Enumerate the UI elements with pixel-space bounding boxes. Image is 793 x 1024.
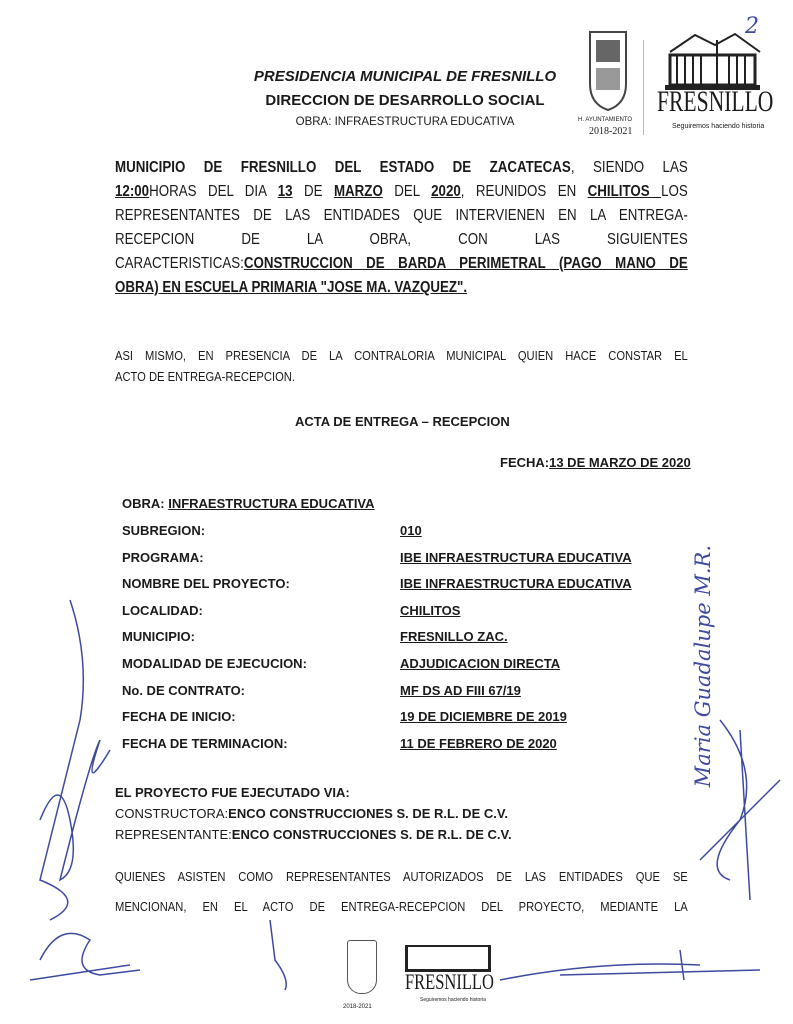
field-label: MODALIDAD DE EJECUCION: — [122, 656, 307, 671]
text: ACTO DE ENTREGA-RECEPCION. — [115, 369, 295, 384]
footer-fresnillo-logo — [405, 945, 491, 972]
contraloria-paragraph — [115, 345, 688, 387]
footer-seal-logo — [347, 940, 377, 994]
day: 13 — [277, 183, 293, 200]
seal-years: 2018-2021 — [589, 126, 633, 137]
header-line1: PRESIDENCIA MUNICIPAL DE FRESNILLO — [253, 68, 557, 85]
text: DE — [292, 183, 334, 200]
field-value: IBE INFRAESTRUCTURA EDUCATIVA — [400, 576, 632, 592]
brand-name: FRESNILLO — [657, 85, 774, 118]
field-value: FRESNILLO ZAC. — [400, 629, 508, 645]
text: QUIENES ASISTEN COMO REPRESENTANTES AUTORIZADOS DE LAS ENTIDADES QUE SE — [115, 869, 688, 884]
text: ASI MISMO, EN PRESENCIA DE LA CONTRALORIA MUNICIPAL QUIEN HACE CONSTAR EL — [115, 348, 688, 363]
field-label: SUBREGION: — [122, 523, 206, 538]
text: LOS — [661, 183, 688, 200]
text: MENCIONAN, EN EL ACTO DE ENTREGA-RECEPCION DEL PROYECTO, MEDIANTE LA — [115, 899, 688, 914]
field-label: LOCALIDAD: — [122, 602, 203, 618]
year: 2020 — [431, 183, 461, 200]
field-value: MF DS AD FIII 67/19 — [400, 682, 521, 698]
field-value: IBE INFRAESTRUCTURA EDUCATIVA — [400, 549, 632, 565]
footer-slogan: Seguiremos haciendo historia — [420, 997, 486, 1003]
slogan: Seguiremos haciendo historia — [672, 123, 765, 130]
fecha-value: 13 DE MARZO DE 2020 — [549, 455, 691, 470]
field-value: 11 DE FEBRERO DE 2020 — [400, 735, 557, 751]
signature-bottom-right — [500, 950, 760, 980]
fecha — [500, 455, 691, 470]
label: CONSTRUCTORA: — [115, 806, 229, 821]
ejecutado-title: EL PROYECTO FUE EJECUTADO VIA: — [115, 785, 350, 800]
footer-seal-years: 2018-2021 — [343, 1004, 372, 1010]
text: , REUNIDOS EN — [460, 183, 588, 200]
text: HORAS DEL DIA — [149, 183, 278, 200]
constructora-value: ENCO CONSTRUCCIONES S. DE R.L. DE C.V. — [228, 806, 508, 821]
field-label: NOMBRE DEL PROYECTO: — [122, 576, 290, 592]
municipality-text: MUNICIPIO DE FRESNILLO DEL ESTADO DE ZACATECAS — [115, 159, 571, 176]
field-value: CHILITOS — [400, 602, 461, 618]
seal-caption: H. AYUNTAMIENTO — [578, 117, 633, 123]
project-description: CONSTRUCCION DE BARDA PERIMETRAL (PAGO MANO DE — [243, 255, 688, 272]
month: MARZO — [333, 183, 383, 200]
text: , SIENDO LAS — [570, 159, 688, 176]
signature-bottom-center — [270, 920, 286, 990]
field-label: MUNICIPIO: — [122, 629, 195, 645]
field-label: FECHA DE INICIO: — [122, 709, 236, 725]
obra-value: INFRAESTRUCTURA EDUCATIVA — [168, 496, 375, 511]
signature-right — [700, 720, 780, 900]
hour: 12:00 — [115, 183, 150, 200]
obra — [122, 496, 375, 511]
acta-title: ACTA DE ENTREGA – RECEPCION — [295, 414, 510, 429]
label: REPRESENTANTE: — [115, 827, 232, 842]
representante-value: ENCO CONSTRUCCIONES S. DE R.L. DE C.V. — [231, 827, 512, 842]
text: CARACTERISTICAS: — [115, 255, 244, 272]
footer-brand: FRESNILLO — [405, 969, 494, 994]
field-value: 19 DE DICIEMBRE DE 2019 — [400, 709, 567, 725]
obra-label: OBRA: — [122, 496, 169, 511]
handwritten-page-number: 2 — [745, 14, 759, 39]
field-value: 010 — [400, 523, 422, 538]
signatures — [0, 580, 793, 1024]
handwritten-name: Maria Guadalupe M.R. — [691, 545, 715, 788]
field-label: FECHA DE TERMINACION: — [122, 735, 288, 751]
header-line2: DIRECCION DE DESARROLLO SOCIAL — [265, 92, 545, 109]
place: CHILITOS — [587, 183, 662, 200]
intro-paragraph — [115, 156, 688, 300]
field-label: No. DE CONTRATO: — [122, 682, 246, 698]
signature-left-2 — [40, 740, 110, 880]
header-line3: OBRA: INFRAESTRUCTURA EDUCATIVA — [295, 116, 515, 128]
signature-bottom-left — [30, 933, 140, 980]
text: RECEPCION DE LA OBRA, CON LAS SIGUIENTES — [115, 231, 688, 248]
fecha-label: FECHA: — [500, 455, 550, 470]
divider — [643, 40, 644, 135]
text: REPRESENTANTES DE LAS ENTIDADES QUE INTERVIENEN EN LA ENTREGA- — [115, 207, 688, 224]
text: DEL — [382, 183, 432, 200]
field-value: ADJUDICACION DIRECTA — [400, 656, 561, 671]
field-label: PROGRAMA: — [122, 549, 204, 565]
project-description-cont: OBRA) EN ESCUELA PRIMARIA "JOSE MA. VAZQUEZ". — [115, 279, 468, 296]
